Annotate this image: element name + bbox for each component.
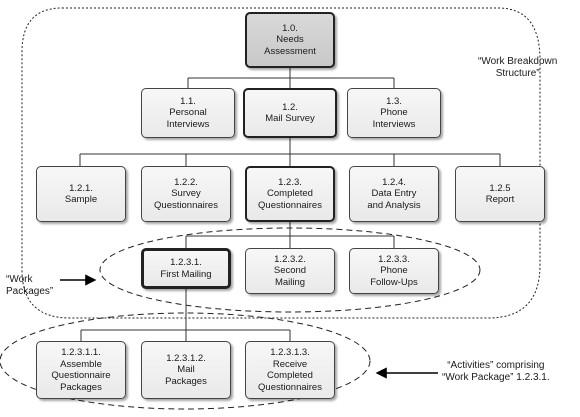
annotation-line: “Work Package” 1.2.3.1.	[442, 372, 550, 383]
node-label-line: 1.2.3.1.3.	[270, 347, 310, 358]
node-label-line: Report	[485, 194, 515, 205]
node-label-line: Survey	[171, 188, 201, 200]
node-label-line: 1.1.	[180, 95, 196, 107]
activities-annotation	[442, 360, 550, 384]
node-label-line: 1.2.4.	[382, 176, 406, 188]
node-label-line: Needs	[276, 34, 304, 46]
node-label-line: Mail Survey	[265, 113, 315, 124]
node-label-line: Completed	[267, 370, 313, 381]
node-1-2	[243, 88, 337, 138]
node-label-line: Questionnaire	[51, 370, 111, 381]
node-label-line: 1.2.3.1.1.	[61, 347, 101, 358]
node-label-line: Completed	[267, 188, 313, 200]
node-label-line: Personal	[169, 107, 207, 119]
node-1-2-1	[36, 166, 126, 222]
work-packages-annotation	[6, 274, 53, 298]
annotation-line: Packages”	[6, 286, 54, 297]
node-1-2-4	[349, 166, 439, 222]
node-1-1	[141, 88, 235, 138]
node-label-line: Interviews	[372, 118, 416, 130]
node-label-line: 1.2.3.3.	[378, 253, 410, 265]
node-label-line: Phone	[380, 107, 408, 119]
node-1-2-3-3	[349, 248, 439, 294]
node-label-line: Questionnaires	[258, 381, 322, 393]
node-label-line: 1.2.3.1.	[170, 257, 202, 268]
node-label-line: Sample	[64, 194, 98, 205]
node-label-line: 1.2.3.1.2.	[166, 352, 206, 364]
node-1-2-3-1-3	[245, 341, 335, 399]
node-label-line: 1.2.	[282, 101, 298, 113]
node-1-0	[245, 12, 335, 68]
node-label-line: Questionnaires	[258, 199, 322, 211]
node-label-line: 1.2.3.	[278, 176, 302, 188]
node-1-2-3	[245, 166, 335, 222]
node-label-line: Second	[273, 265, 307, 277]
node-label-line: 1.2.5	[489, 182, 511, 194]
node-1-2-2	[141, 166, 231, 222]
node-label-line: 1.3.	[386, 95, 402, 107]
node-label-line: 1.0.	[282, 22, 298, 34]
annotation-line: “Work	[6, 274, 33, 285]
node-label-line: Receive	[272, 358, 308, 370]
node-label-line: Assemble	[60, 358, 102, 370]
node-label-line: Mailing	[274, 276, 306, 288]
annotation-line: “Activities” comprising	[447, 360, 545, 371]
node-label-line: Interviews	[166, 118, 210, 130]
node-label-line: Assessment	[264, 45, 316, 57]
node-label-line: and Analysis	[367, 199, 421, 211]
node-label-line: 1.2.3.2.	[274, 253, 306, 265]
node-label-line: Data Entry	[371, 188, 417, 200]
node-1-3	[347, 88, 441, 138]
node-label-line: 1.2.2.	[174, 176, 198, 188]
wbs-annotation	[478, 56, 557, 80]
node-label-line: Packages	[60, 381, 102, 393]
node-1-2-5	[455, 166, 545, 222]
node-1-2-3-2	[245, 248, 335, 294]
node-1-2-3-1-2	[141, 341, 231, 399]
node-1-2-3-1	[141, 248, 231, 289]
node-label-line: Questionnaires	[154, 199, 218, 211]
node-label-line: 1.2.1.	[69, 182, 93, 194]
annotation-line: “Work Breakdown	[478, 56, 558, 67]
node-label-line: First Mailing	[160, 268, 212, 280]
node-label-line: Follow-Ups	[370, 276, 418, 288]
node-1-2-3-1-1	[36, 341, 126, 399]
annotation-line: Structure”	[495, 68, 540, 79]
node-label-line: Phone	[380, 265, 408, 277]
node-label-line: Mail	[177, 364, 195, 376]
node-label-line: Packages	[165, 375, 207, 387]
